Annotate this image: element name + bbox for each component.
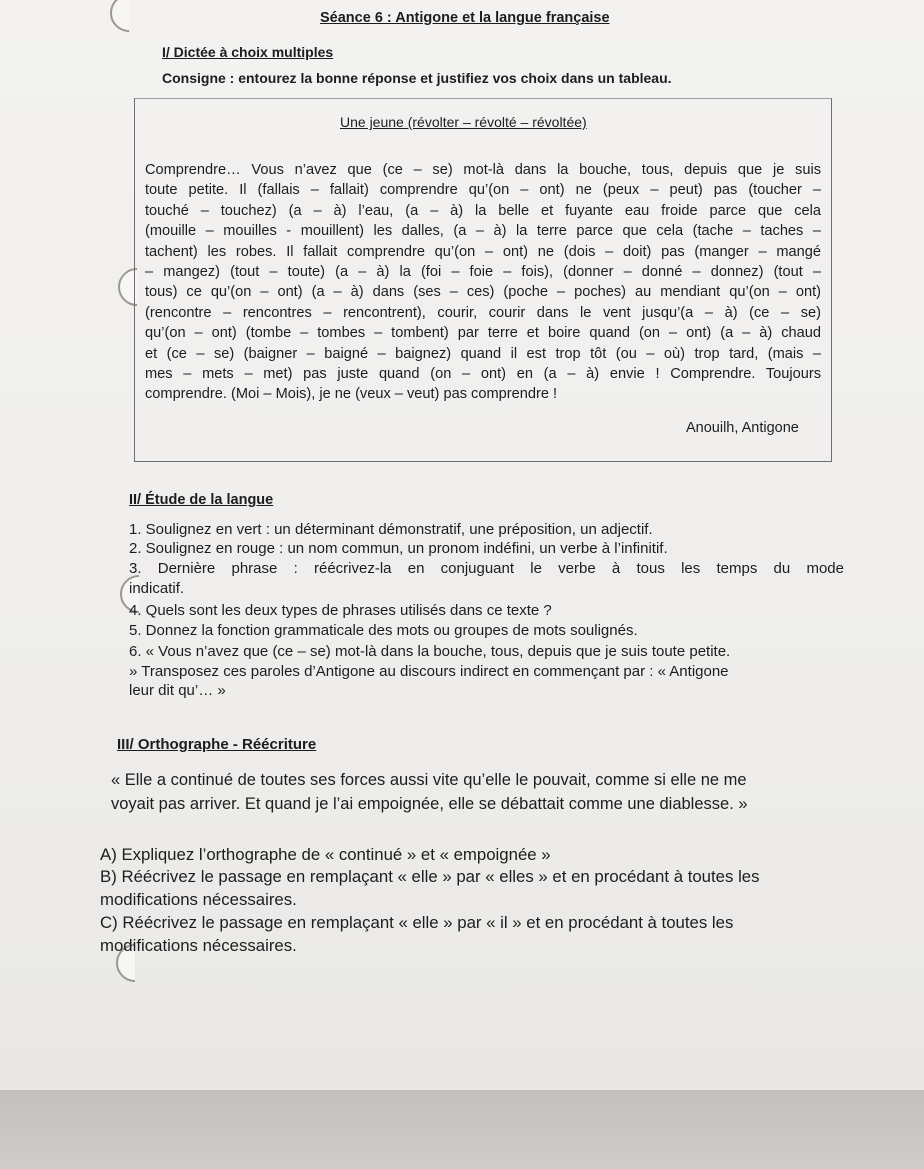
rewrite-passage <box>111 768 828 816</box>
paragraph-line: (rencontre – rencontres – rencontrent), courir, courir dans le vent jusqu’(a – à) (ce – se) <box>145 304 821 321</box>
question-line: B) Réécrivez le passage en remplaçant « elle » par « elles » et en procédant à toutes les <box>100 867 760 886</box>
question-4 <box>129 601 844 621</box>
binder-hole-1 <box>110 0 148 32</box>
instruction: Consigne : entourez la bonne réponse et justifiez vos choix dans un tableau. <box>162 70 672 86</box>
question-line: 1. Soulignez en vert : un déterminant démonstratif, une préposition, un adjectif. <box>129 521 653 538</box>
paragraph-line: (mouille – mouilles - mouillent) les dalles, (a – à) la terre parce que cela (tache – taches – <box>145 223 821 240</box>
question-2 <box>129 539 844 559</box>
paragraph-line: touché – touchez) (a – à) l’eau, (a – à) la belle et fuyante eau froide parce que cela <box>145 202 821 219</box>
section-3-heading: III/ Orthographe - Réécriture <box>117 736 317 753</box>
question-5 <box>129 621 844 641</box>
dictation-paragraph <box>145 160 821 405</box>
question-1 <box>129 520 844 540</box>
question-line: A) Expliquez l’orthographe de « continué » et « empoignée » <box>100 845 551 864</box>
paragraph-line: toute petite. Il (fallais – fallait) comprendre qu’(on – ont) ne (peux – peut) pas (toucher – <box>145 182 821 199</box>
paragraph-line: et (ce – se) (baigner – baigné – baignez) quand il est trop tôt (ou – où) trop tard, (mais – <box>145 345 821 362</box>
question-line: 6. « Vous n’avez que (ce – se) mot-là dans la bouche, tous, depuis que je suis toute petite. <box>129 643 731 660</box>
source-author: Anouilh, Antigone <box>686 420 799 436</box>
rewrite-question-c <box>100 912 848 957</box>
question-line: 4. Quels sont les deux types de phrases utilisés dans ce texte ? <box>129 602 552 619</box>
paragraph-line: Comprendre… Vous n’avez que (ce – se) mot-là dans la bouche, tous, depuis que je suis <box>145 162 821 178</box>
passage-line: voyait pas arriver. Et quand je l’ai empoignée, elle se débattait comme une diablesse. » <box>111 795 748 813</box>
question-line: » Transposez ces paroles d’Antigone au discours indirect en commençant par : « Antigone <box>129 662 729 680</box>
dictation-title: Une jeune (révolter – révolté – révoltée) <box>340 114 587 130</box>
question-line: 3. Dernière phrase : réécrivez-la en conjuguant le verbe à tous les temps du mode <box>129 560 844 577</box>
question-line: 2. Soulignez en rouge : un nom commun, un pronom indéfini, un verbe à l’infinitif. <box>129 540 668 557</box>
paragraph-line: tachent) les robes. Il fallait comprendre qu’(on – ont) ne (dois – doit) pas (manger – mangé <box>145 243 821 260</box>
section-1-heading: I/ Dictée à choix multiples <box>162 44 334 60</box>
paragraph-line: mes – mets – met) pas juste quand (on – ont) en (a – à) envie ! Comprendre. Toujours <box>145 366 821 383</box>
section-2-heading: II/ Étude de la langue <box>129 492 274 508</box>
question-line: modifications nécessaires. <box>100 935 297 955</box>
paragraph-line: qu’(on – ont) (tombe – tombes – tombent) par terre et boire quand (on – ont) (a – à) chaud <box>145 325 821 342</box>
question-line: C) Réécrivez le passage en remplaçant « elle » par « il » et en procédant à toutes les <box>100 913 734 932</box>
passage-line: « Elle a continué de toutes ses forces aussi vite qu’elle le pouvait, comme si elle ne me <box>111 771 747 789</box>
paragraph-line: comprendre. (Moi – Mois), je ne (veux – veut) pas comprendre ! <box>145 386 558 403</box>
page-title: Séance 6 : Antigone et la langue française <box>320 10 610 26</box>
question-line: leur dit qu’… » <box>129 682 226 699</box>
question-line: 5. Donnez la fonction grammaticale des mots ou groupes de mots soulignés. <box>129 622 638 639</box>
question-line: indicatif. <box>129 579 185 597</box>
question-line: modifications nécessaires. <box>100 889 297 909</box>
desk-surface <box>0 1090 924 1169</box>
question-6 <box>129 642 844 701</box>
question-3 <box>129 559 844 598</box>
rewrite-question-b <box>100 866 848 911</box>
rewrite-question-a <box>100 844 848 867</box>
paragraph-line: – mangez) (tout – toute) (a – à) la (foi – foie – fois), (donner – donné – donnez) (tout – <box>145 264 821 281</box>
paragraph-line: tous) ce qu’(on – ont) (a – à) dans (ses – ces) (poche – poches) au mendiant qu’(on – ont) <box>145 284 821 301</box>
